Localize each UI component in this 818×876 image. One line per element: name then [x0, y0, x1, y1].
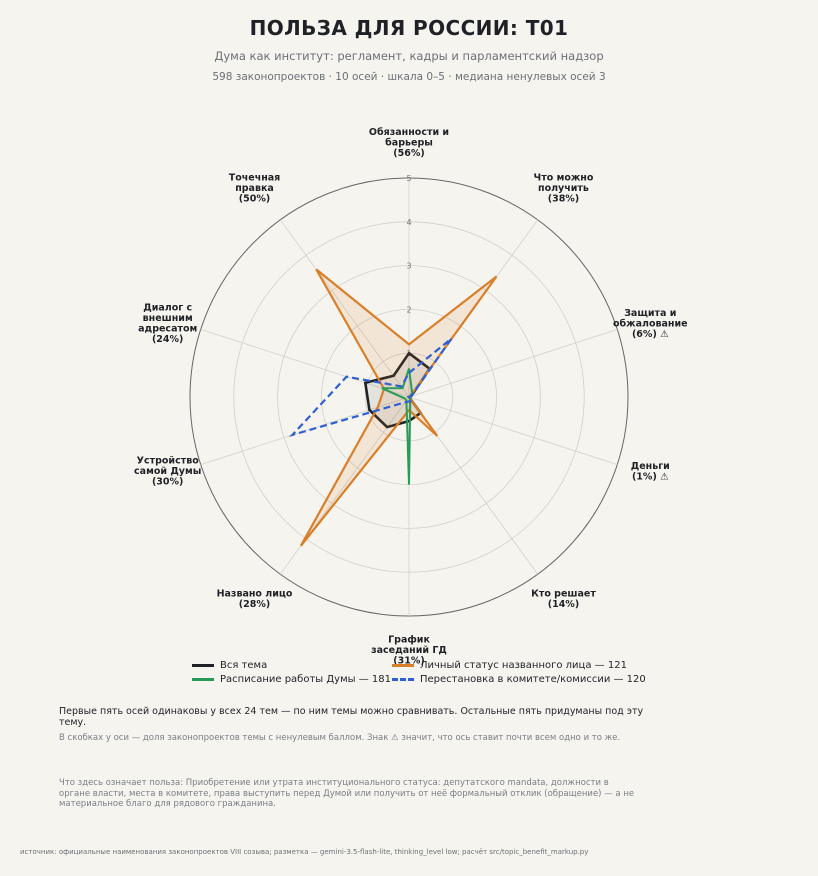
- radar-axis-label-line: (38%): [547, 193, 580, 205]
- radar-axis-label-line: (50%): [238, 193, 271, 205]
- legend-item: [392, 674, 646, 685]
- radar-axis-label: [229, 173, 281, 205]
- note-benefit-definition: Что здесь означает польза: Приобретение или утрата институционального статуса: депутатского mandata, должности в органе власти, места в комитете, права выступить перед Думой или получить от неё формальный отклик (обращение) — а не материальное благо для рядового гражданина.: [59, 778, 635, 809]
- radar-axis-label-line: Диалог с: [143, 302, 193, 314]
- radar-axis-label: [134, 456, 201, 488]
- radar-axis-label: [534, 173, 594, 205]
- legend-label: Личный статус названного лица — 121: [420, 660, 627, 671]
- radar-axis-label: [138, 303, 197, 346]
- radar-axis-label: [369, 127, 449, 159]
- legend-label: Вся тема: [220, 660, 268, 671]
- source-footnote: источник: официальные наименования законопроектов VIII созыва; разметка — gemini-3.5-flash-lite, thinking_level low; расчёт src/topic_benefit_markup.py: [20, 848, 589, 856]
- legend-item: [192, 660, 267, 671]
- radar-axis-label-line: (56%): [393, 147, 425, 159]
- legend-swatch: [392, 678, 414, 681]
- radar-axis-label-line: (28%): [238, 599, 271, 611]
- note-percent-explanation: В скобках у оси — доля законопроектов темы с ненулевым баллом. Знак ⚠ значит, что ось ставит почти всем одно и то же.: [59, 733, 621, 743]
- radar-axis-label: [531, 589, 596, 611]
- radar-tick-label: 1: [406, 349, 412, 359]
- radar-axis-label-line: получить: [538, 183, 589, 195]
- radar-axis-label: [631, 461, 670, 483]
- radar-axis-label-line: Защита и: [624, 307, 677, 319]
- radar-axis-label-line: (31%): [393, 655, 425, 667]
- chart-subtitle: Дума как институт: регламент, кадры и парламентский надзор: [214, 49, 604, 63]
- note-comparable-axes: Первые пять осей одинаковы у всех 24 тем — по ним темы можно сравнивать. Остальные пять придуманы под эту тему.: [59, 706, 644, 728]
- radar-axis-label-line: Устройство: [136, 455, 199, 467]
- radar-axis-label-line: Что можно: [533, 172, 594, 184]
- radar-axis-label-line: (14%): [547, 599, 580, 611]
- radar-axis-label-line: самой Думы: [134, 466, 202, 478]
- radar-spoke: [409, 397, 617, 465]
- legend-item: [192, 674, 391, 685]
- radar-tick-label: 3: [406, 261, 412, 271]
- radar-axis-label-line: (6%) ⚠: [631, 328, 669, 340]
- radar-axis-label-line: График: [388, 634, 430, 646]
- radar-axis-label: [613, 308, 688, 340]
- radar-axis-label: [217, 589, 293, 611]
- legend-swatch: [192, 664, 214, 667]
- radar-axis-label-line: обжалование: [612, 318, 688, 330]
- radar-axis-label-line: барьеры: [385, 137, 433, 149]
- chart-meta: 598 законопроектов · 10 осей · шкала 0–5 · медиана ненулевых осей 3: [212, 71, 606, 83]
- radar-axis-label-line: Деньги: [630, 460, 670, 472]
- radar-axis-label-line: Точечная: [228, 172, 281, 184]
- legend-item: [392, 660, 627, 671]
- radar-tick-label: 2: [406, 305, 412, 315]
- radar-axis-label-line: (24%): [151, 334, 184, 346]
- chart-title: ПОЛЬЗА ДЛЯ РОССИИ: T01: [249, 16, 569, 40]
- radar-axis-label-line: внешним: [142, 313, 193, 325]
- radar-axis-label-line: Названо лицо: [216, 588, 293, 600]
- radar-axis-label-line: правка: [235, 183, 274, 195]
- legend-label: Расписание работы Думы — 181: [220, 674, 391, 685]
- radar-tick-label: 5: [406, 174, 412, 183]
- legend-swatch: [392, 664, 414, 667]
- radar-axis-label-line: Кто решает: [531, 588, 596, 600]
- radar-series-polygon: [301, 269, 497, 545]
- legend-swatch: [192, 678, 214, 681]
- radar-tick-label: 4: [406, 217, 412, 227]
- radar-axis-label-line: Обязанности и: [368, 126, 450, 138]
- legend-label: Перестановка в комитете/комиссии — 120: [420, 674, 646, 685]
- radar-axis-label-line: адресатом: [138, 323, 198, 335]
- radar-axis-label-line: заседаний ГД: [371, 644, 447, 656]
- radar-axis-label-line: (1%) ⚠: [631, 471, 669, 483]
- radar-axis-label-line: (30%): [151, 476, 184, 488]
